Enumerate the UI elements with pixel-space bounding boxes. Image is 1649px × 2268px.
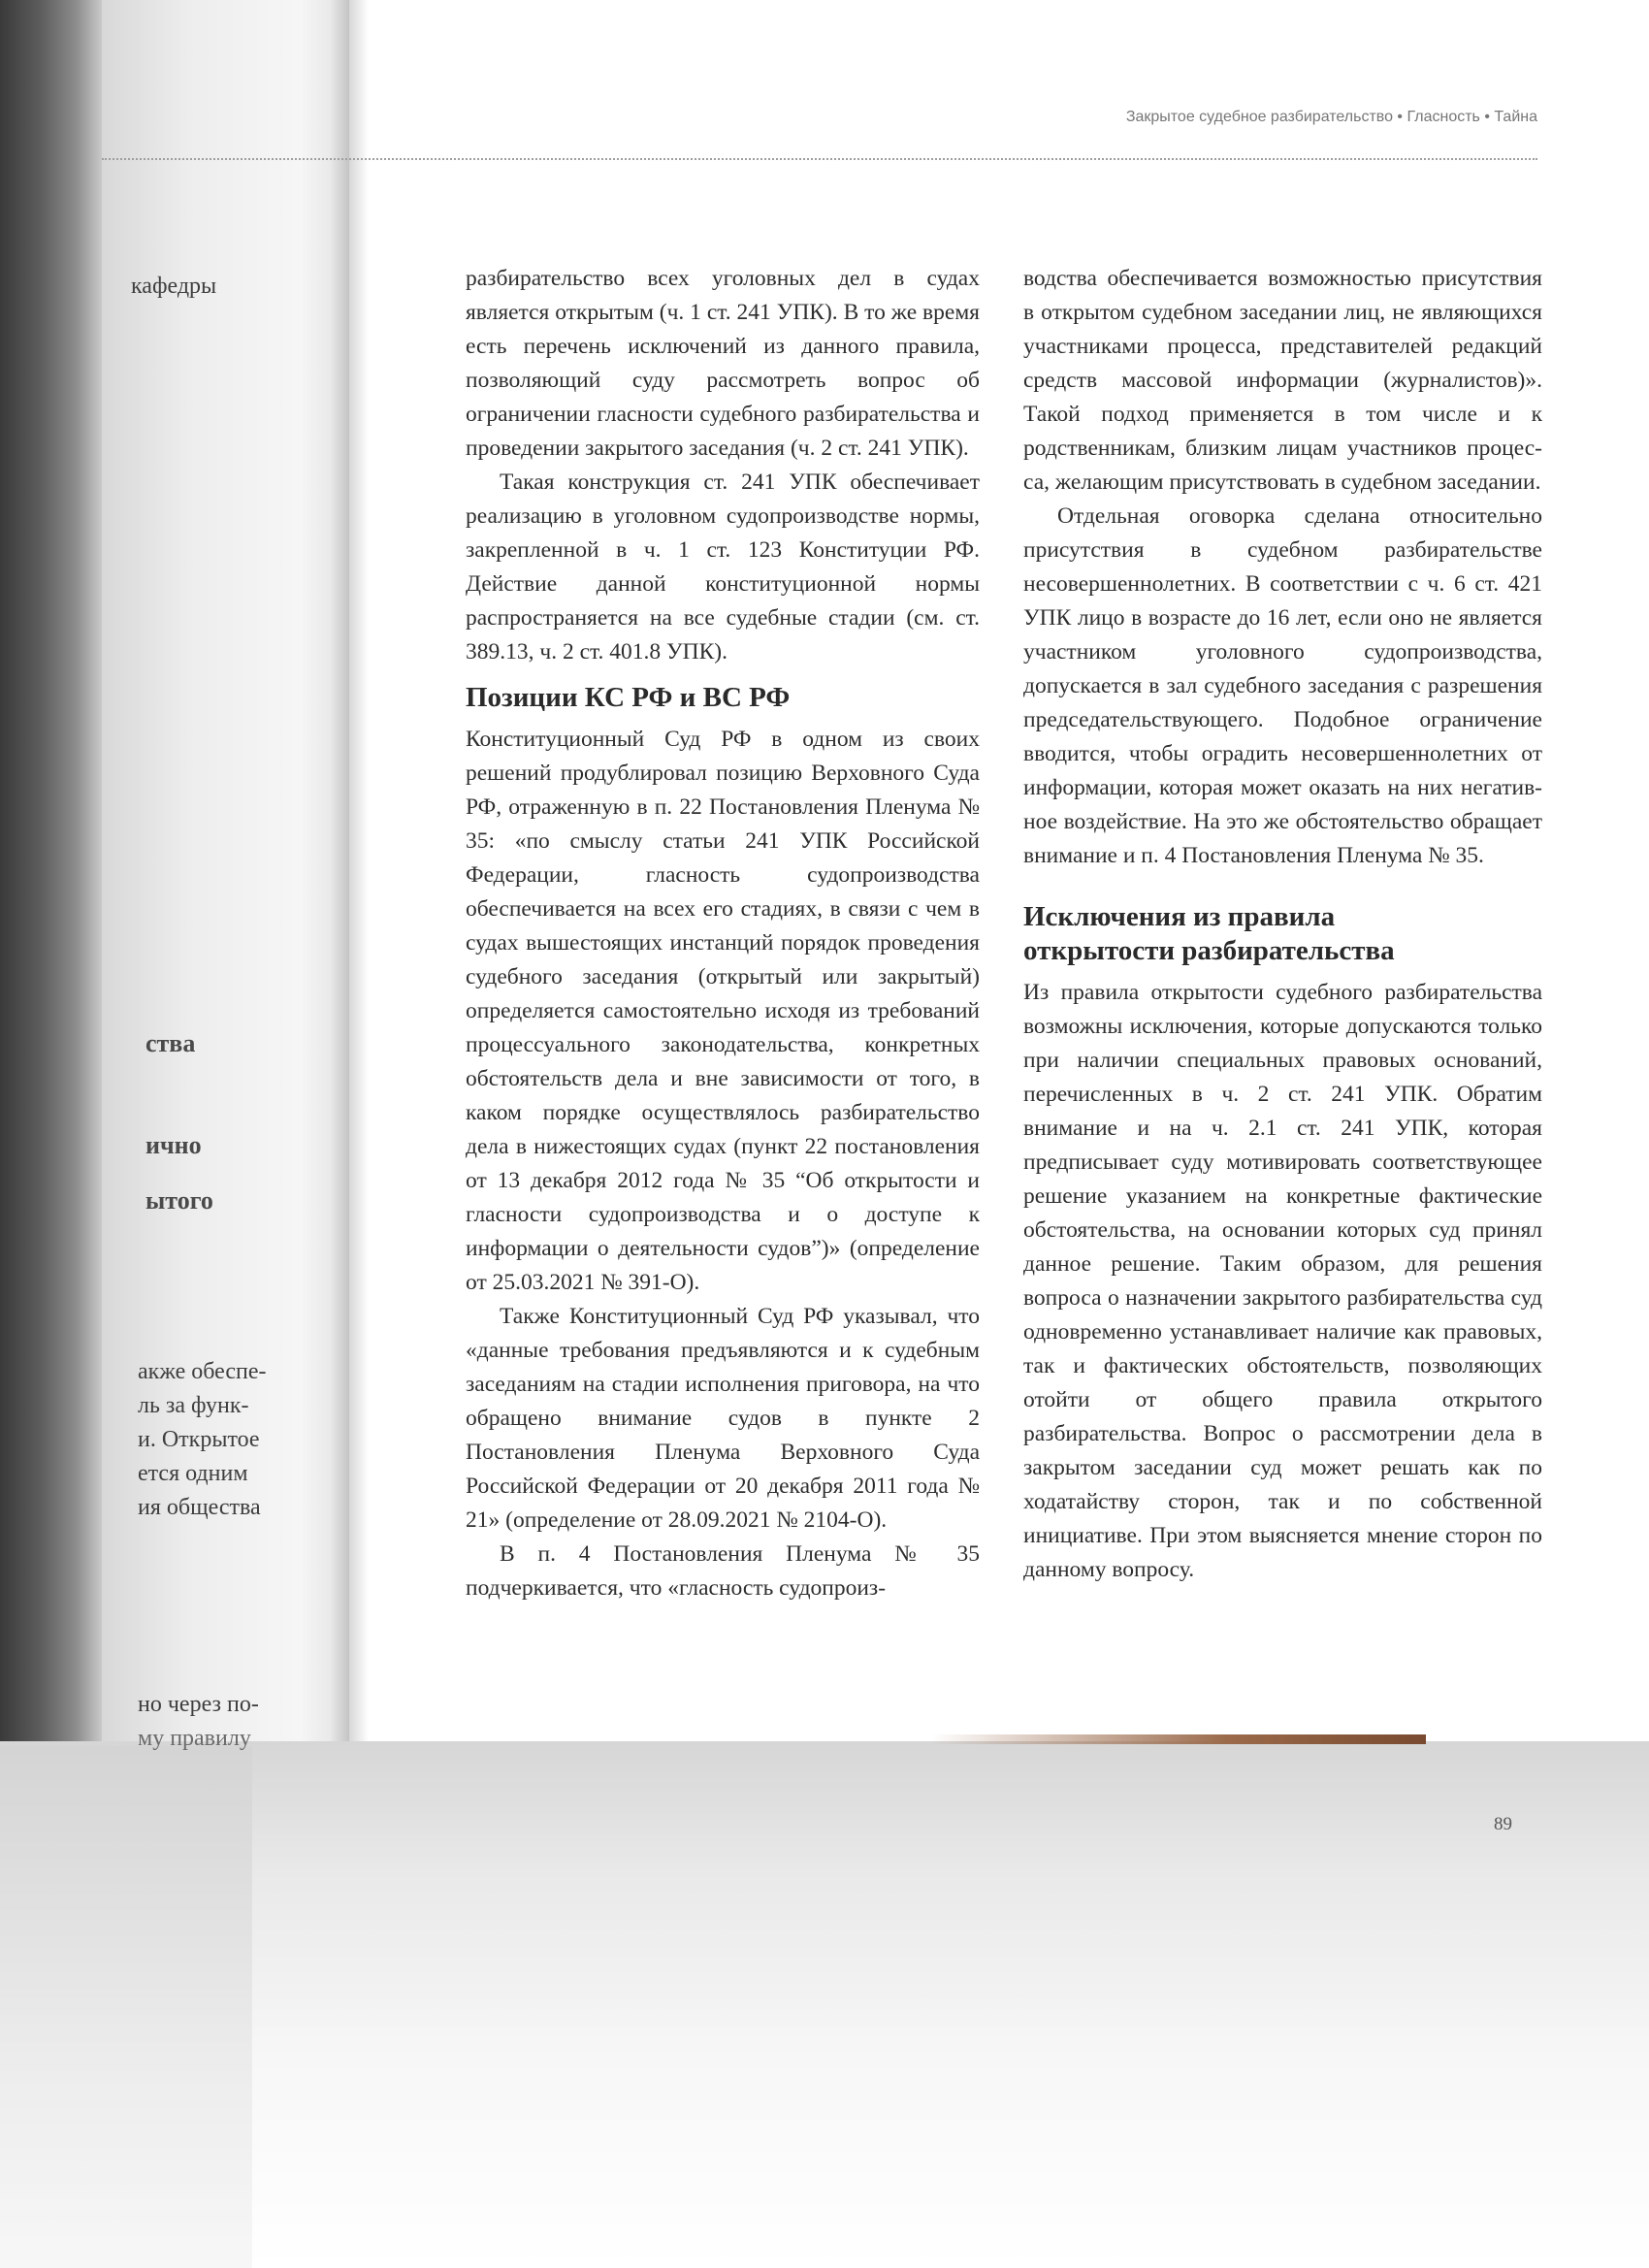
spine-shadow	[330, 0, 369, 1741]
section-heading: Позиции КС РФ и ВС РФ	[466, 682, 791, 713]
page-number: 89	[1494, 1814, 1512, 1834]
section-heading-line: открытости разбирательства	[1023, 935, 1395, 966]
prev-page-fragment: ется одним	[138, 1461, 248, 1486]
prev-page-fragment: ытого	[146, 1186, 213, 1215]
paragraph: Конституционный Суд РФ в одном из своих решений продублировал позицию Верховного Суда РФ, отраженную в п. 22 Постановления Пленума № 35: «по смыслу статьи 241 УПК Российской Федерации, гласность судопроизводства обеспечивается на всех его стадиях, в связи с чем в судах вышестоящих инстанций порядок проведения судебного заседания (открытый или закрытый) определяется самостоятельно исходя из требований процессуального законодательства, конкретных обстоятельств дела и вне зависимости от того, в каком порядке осуществлялось разбирательство дела в нижестоящих судах (пункт 22 постановления от 13 декабря 2012 года № 35 “Об открытости и гласности судопроизводства и о доступе к информации о деятельности судов”)» (определение от 25.03.2021 № 391-О).	[466, 727, 980, 1295]
prev-page-fragment: ства	[146, 1029, 196, 1057]
paragraph: В п. 4 Постановления Пленума № 35 подчеркивается, что «гласность судопроиз-	[466, 1541, 980, 1601]
scan-shadow-bottom-left	[0, 1746, 252, 2268]
section-heading-line: Исключения из правила	[1023, 901, 1336, 932]
prev-page-fragment: и. Открытое	[138, 1427, 260, 1452]
paragraph: Такая конструкция ст. 241 УПК обеспечивает реализацию в уголовном судопроизводстве нормы, закрепленной в ч. 1 ст. 123 Конституции РФ. Действие данной конституционной нормы распространяется на все судебные стадии (см. ст. 389.13, ч. 2 ст. 401.8 УПК).	[466, 470, 980, 664]
text-column-right	[1023, 262, 1542, 1587]
prev-page-fragment: но через по-	[138, 1692, 259, 1717]
prev-page-fragment: ль за функ-	[138, 1393, 249, 1418]
header-dotted-rule	[102, 158, 1537, 160]
running-head: Закрытое судебное разбирательство • Гласность • Тайна	[1125, 109, 1537, 125]
text-column-left	[466, 262, 980, 1605]
page-edge	[931, 1734, 1426, 1744]
paragraph: Также Конституционный Суд РФ указывал, что «данные требования предъявляются и к судебным заседаниям на стадии исполнения приговора, на что обращено внимание судов в пункте 2 Постановления Пленума Верховного Суда Российской Федерации от 20 декабря 2011 года № 21» (определение от 28.09.2021 № 2104-О).	[466, 1304, 980, 1533]
paragraph: разбирательство всех уголовных дел в судах является открытым (ч. 1 ст. 241 УПК). В то же время есть перечень исключений из данного правила, позволяющий суду рассмотреть вопрос об ограничении гласности судебного разбирательства и проведении закрытого заседания (ч. 2 ст. 241 УПК).	[466, 266, 980, 461]
prev-page-fragment: му правилу	[138, 1726, 251, 1751]
section-heading	[1023, 900, 1542, 968]
prev-page-fragment: ия общества	[138, 1495, 261, 1520]
prev-page-fragment: кафедры	[131, 274, 217, 299]
prev-page-fragment: ично	[146, 1131, 202, 1159]
paragraph: Из правила открытости судебного разбирательства возможны исключения, которые допускаются только при наличии специальных правовых оснований, перечисленных в ч. 2 ст. 241 УПК. Обратим внимание и на ч. 2.1 ст. 241 УПК, которая предписывает суду мотивировать соответствующее решение указанием на конкретные фактические обстоятельства, на основании которых суд принял данное решение. Таким образом, для решения вопроса о назначении закрытого разбирательства суд одновременно устанавливает наличие как правовых, так и фактических обстоятельств, позволяющих отойти от общего правила открытого разбирательства. Вопрос о рассмотрении дела в закрытом заседании суд может решать как по ходатайству сторон, так и по собственной инициативе. При этом выясняется мнение сторон по данному вопросу.	[1023, 980, 1542, 1582]
paragraph: Отдельная оговорка сделана относительно присутствия в судебном разбирательстве несовершеннолетних. В соответствии с ч. 6 ст. 421 УПК лицо в возрасте до 16 лет, если оно не является участником уголовного судопроизводства, допускается в зал судебного заседания с разрешения председательствующего. Подобное ограничение вводится, чтобы оградить несовершеннолетних от информации, которая может оказать на них негативное воздействие. На это же обстоятельство обращает внимание и п. 4 Постановления Пленума № 35.	[1023, 503, 1542, 868]
prev-page-fragment: акже обеспе-	[138, 1359, 267, 1384]
paragraph: водства обеспечивается возможностью присутствия в открытом судебном заседании лиц, не являющихся участниками процесса, представителей редакций средств массовой информации (журналистов)». Такой подход применяется в том числе и к родственникам, близким лицам участников процесса, желающим присутствовать в судебном заседании.	[1023, 266, 1542, 495]
